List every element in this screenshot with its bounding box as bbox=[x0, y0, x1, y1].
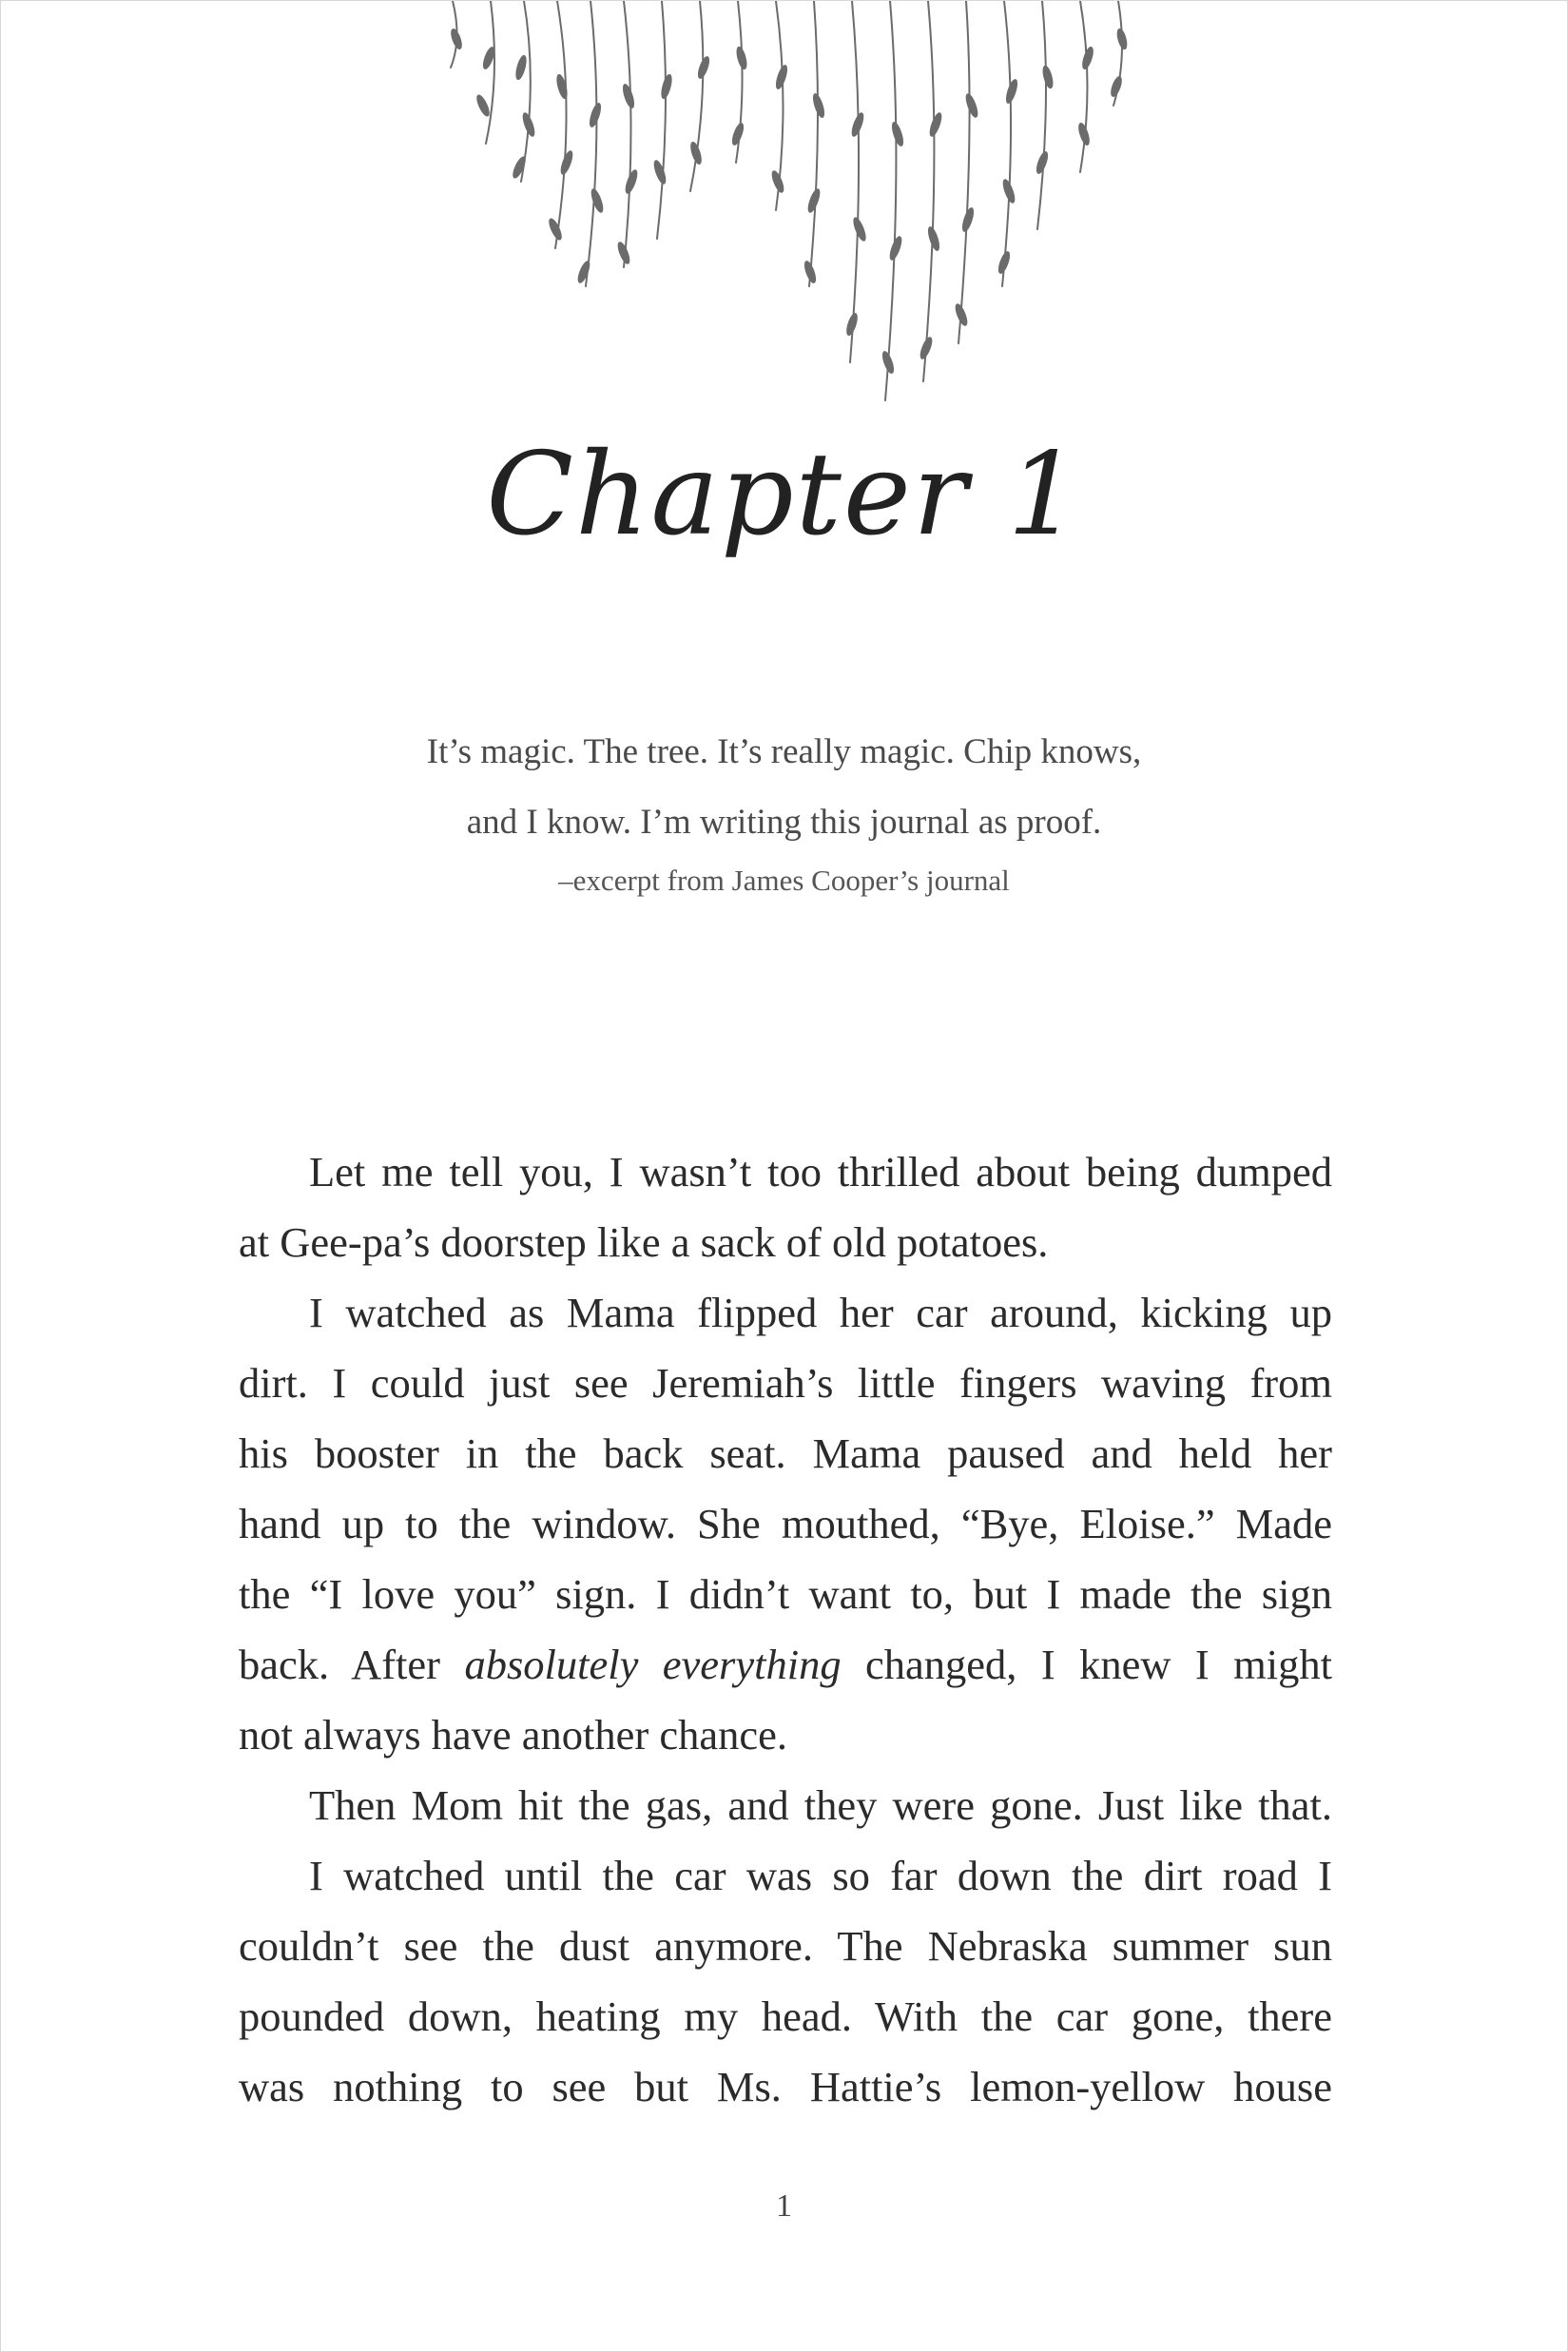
body-line-mixed bbox=[239, 1629, 1332, 1700]
chapter-body bbox=[239, 1137, 1332, 2122]
body-line: dirt. I could just see Jeremiah’s little fingers waving from bbox=[239, 1359, 1332, 1407]
body-line: Let me tell you, I wasn’t too thrilled about being dumped bbox=[309, 1148, 1332, 1195]
body-line: hand up to the window. She mouthed, “Bye, Eloise.” Made bbox=[239, 1500, 1332, 1547]
epigraph-line: It’s magic. The tree. It’s really magic. Chip knows, bbox=[426, 732, 1142, 771]
willow-branches-illustration bbox=[434, 1, 1156, 419]
body-line: the “I love you” sign. I didn’t want to, but I made the sign bbox=[239, 1570, 1332, 1618]
epigraph bbox=[1, 717, 1567, 858]
chapter-title: Chapter 1 bbox=[486, 429, 1082, 561]
epigraph-line: and I know. I’m writing this journal as proof. bbox=[466, 803, 1102, 842]
body-line: was nothing to see but Ms. Hattie’s lemon-yellow house bbox=[239, 2063, 1332, 2110]
emphasis-text: absolutely everything bbox=[464, 1641, 842, 1688]
body-line-part: changed, I knew I might bbox=[865, 1641, 1333, 1688]
body-line: pounded down, heating my head. With the car gone, there bbox=[239, 1992, 1332, 2040]
body-line: not always have another chance. bbox=[239, 1711, 788, 1759]
body-line: Then Mom hit the gas, and they were gone. Just like that. bbox=[309, 1781, 1332, 1829]
body-line-part: back. After bbox=[239, 1641, 440, 1688]
epigraph-attribution: –excerpt from James Cooper’s journal bbox=[558, 864, 1010, 897]
body-line: I watched as Mama flipped her car around, kicking up bbox=[309, 1289, 1332, 1336]
body-line: at Gee-pa’s doorstep like a sack of old potatoes. bbox=[239, 1218, 1049, 1266]
page-number: 1 bbox=[776, 2188, 792, 2224]
body-line: I watched until the car was so far down the dirt road I bbox=[309, 1852, 1332, 1899]
body-line: couldn’t see the dust anymore. The Nebraska summer sun bbox=[239, 1922, 1332, 1970]
body-line: his booster in the back seat. Mama paused and held her bbox=[239, 1429, 1332, 1477]
